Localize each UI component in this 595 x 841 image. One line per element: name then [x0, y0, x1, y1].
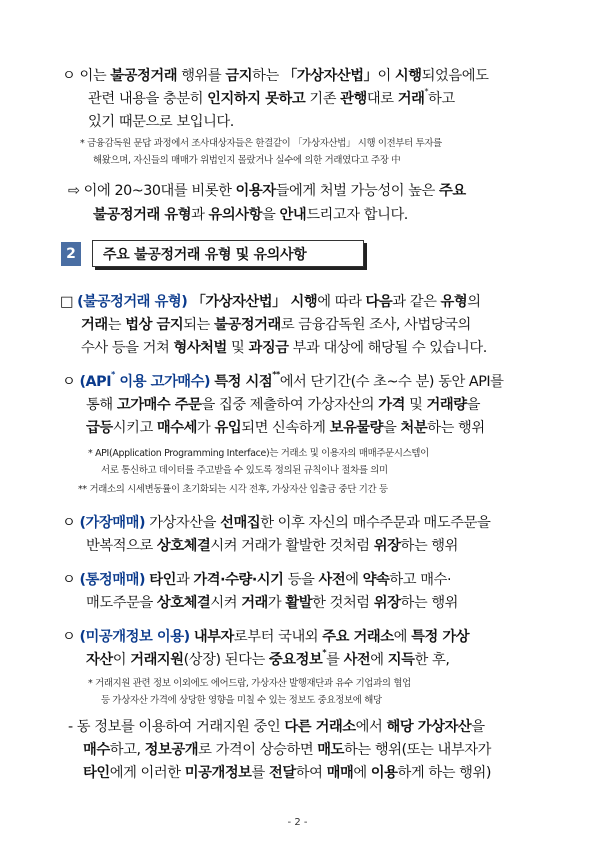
para8-line3: 타인에게 이러한 미공개정보를 전달하여 매매에 이용하게 하는 행위): [83, 765, 491, 781]
para6-line2: 매도주문을 상호체결시켜 거래가 활발한 것처럼 위장하는 행위: [86, 595, 459, 611]
footnote4-line2: 등 가상자산 가격에 상당한 영향을 미칠 수 있는 정보도 중요정보에 해당: [101, 695, 382, 706]
page-number: - 2 -: [287, 817, 308, 828]
para5-line1: ㅇ (가장매매) 가상자산을 선매집한 이후 자신의 매수주문과 매도주문을: [62, 515, 491, 531]
para6-line1: ㅇ (통정매매) 타인과 가격·수량·시기 등을 사전에 약속하고 매수·: [62, 572, 452, 588]
para8-line1: - 동 정보를 이용하여 거래지원 중인 다른 거래소에서 해당 가상자산을: [68, 719, 485, 735]
para3-line3: 수사 등을 거쳐 형사처벌 및 과징금 부과 대상에 해당될 수 있습니다.: [81, 340, 487, 356]
para1-line3: 있기 때문으로 보입니다.: [88, 114, 234, 130]
footnote3-line1: ** 거래소의 시세변동률이 초기화되는 시각 전후, 가상자산 입출금 중단 기간 등: [78, 484, 388, 495]
para7-line2: 자산이 거래지원(상장) 된다는 중요정보*를 사전에 지득한 후,: [86, 648, 450, 668]
footnote1-line1: * 금융감독원 문답 과정에서 조사대상자들은 한결같이 「가상자산법」 시행 이전부터 투자를: [80, 138, 442, 149]
footnote4-line1: * 거래지원 관련 정보 이외에도 에어드랍, 가상자산 발행재단과 유수 기업과의 협업: [88, 678, 411, 689]
section-title: 주요 불공정거래 유형 및 유의사항: [92, 240, 364, 267]
para7-line1: ㅇ (미공개정보 이용) 내부자로부터 국내외 주요 거래소에 특정 가상: [62, 629, 470, 645]
para5-line2: 반복적으로 상호체결시켜 거래가 활발한 것처럼 위장하는 행위: [86, 538, 458, 554]
footnote2-line1: * API(Application Programming Interface)는 거래소 및 이용자의 매매주문시스템이: [88, 448, 429, 459]
para4-line1: ㅇ (API* 이용 고가매수) 특정 시점**에서 단기간(수 초~수 분) 동안 API를: [62, 370, 504, 390]
para2-line2: 불공정거래 유형과 유의사항을 안내드리고자 합니다.: [93, 207, 408, 223]
para2-line1: ⇨ 이에 20~30대를 비롯한 이용자들에게 처벌 가능성이 높은 주요: [68, 183, 466, 199]
para1-line1: ㅇ 이는 불공정거래 행위를 금지하는 「가상자산법」이 시행되었음에도: [62, 68, 489, 84]
para1-line2: 관련 내용을 충분히 인지하지 못하고 기존 관행대로 거래*하고: [88, 87, 455, 107]
para4-line2: 통해 고가매수 주문을 집중 제출하여 가상자산의 가격 및 거래량을: [86, 397, 481, 413]
para3-line2: 거래는 법상 금지되는 불공정거래로 금융감독원 조사, 사법당국의: [81, 317, 471, 333]
para3-line1: □ (불공정거래 유형) 「가상자산법」 시행에 따라 다음과 같은 유형의: [60, 294, 481, 310]
para8-line2: 매수하고, 정보공개로 가격이 상승하면 매도하는 행위(또는 내부자가: [83, 742, 491, 758]
footnote1-line2: 해왔으며, 자신들의 매매가 위법인지 몰랐거나 실수에 의한 거래였다고 주장 中: [93, 155, 401, 166]
section-number: 2: [61, 242, 81, 266]
footnote2-line2: 서로 통신하고 데이터를 주고받을 수 있도록 정의된 규칙이나 절차를 의미: [101, 465, 388, 476]
para4-line3: 급등시키고 매수세가 유입되면 신속하게 보유물량을 처분하는 행위: [86, 420, 485, 436]
